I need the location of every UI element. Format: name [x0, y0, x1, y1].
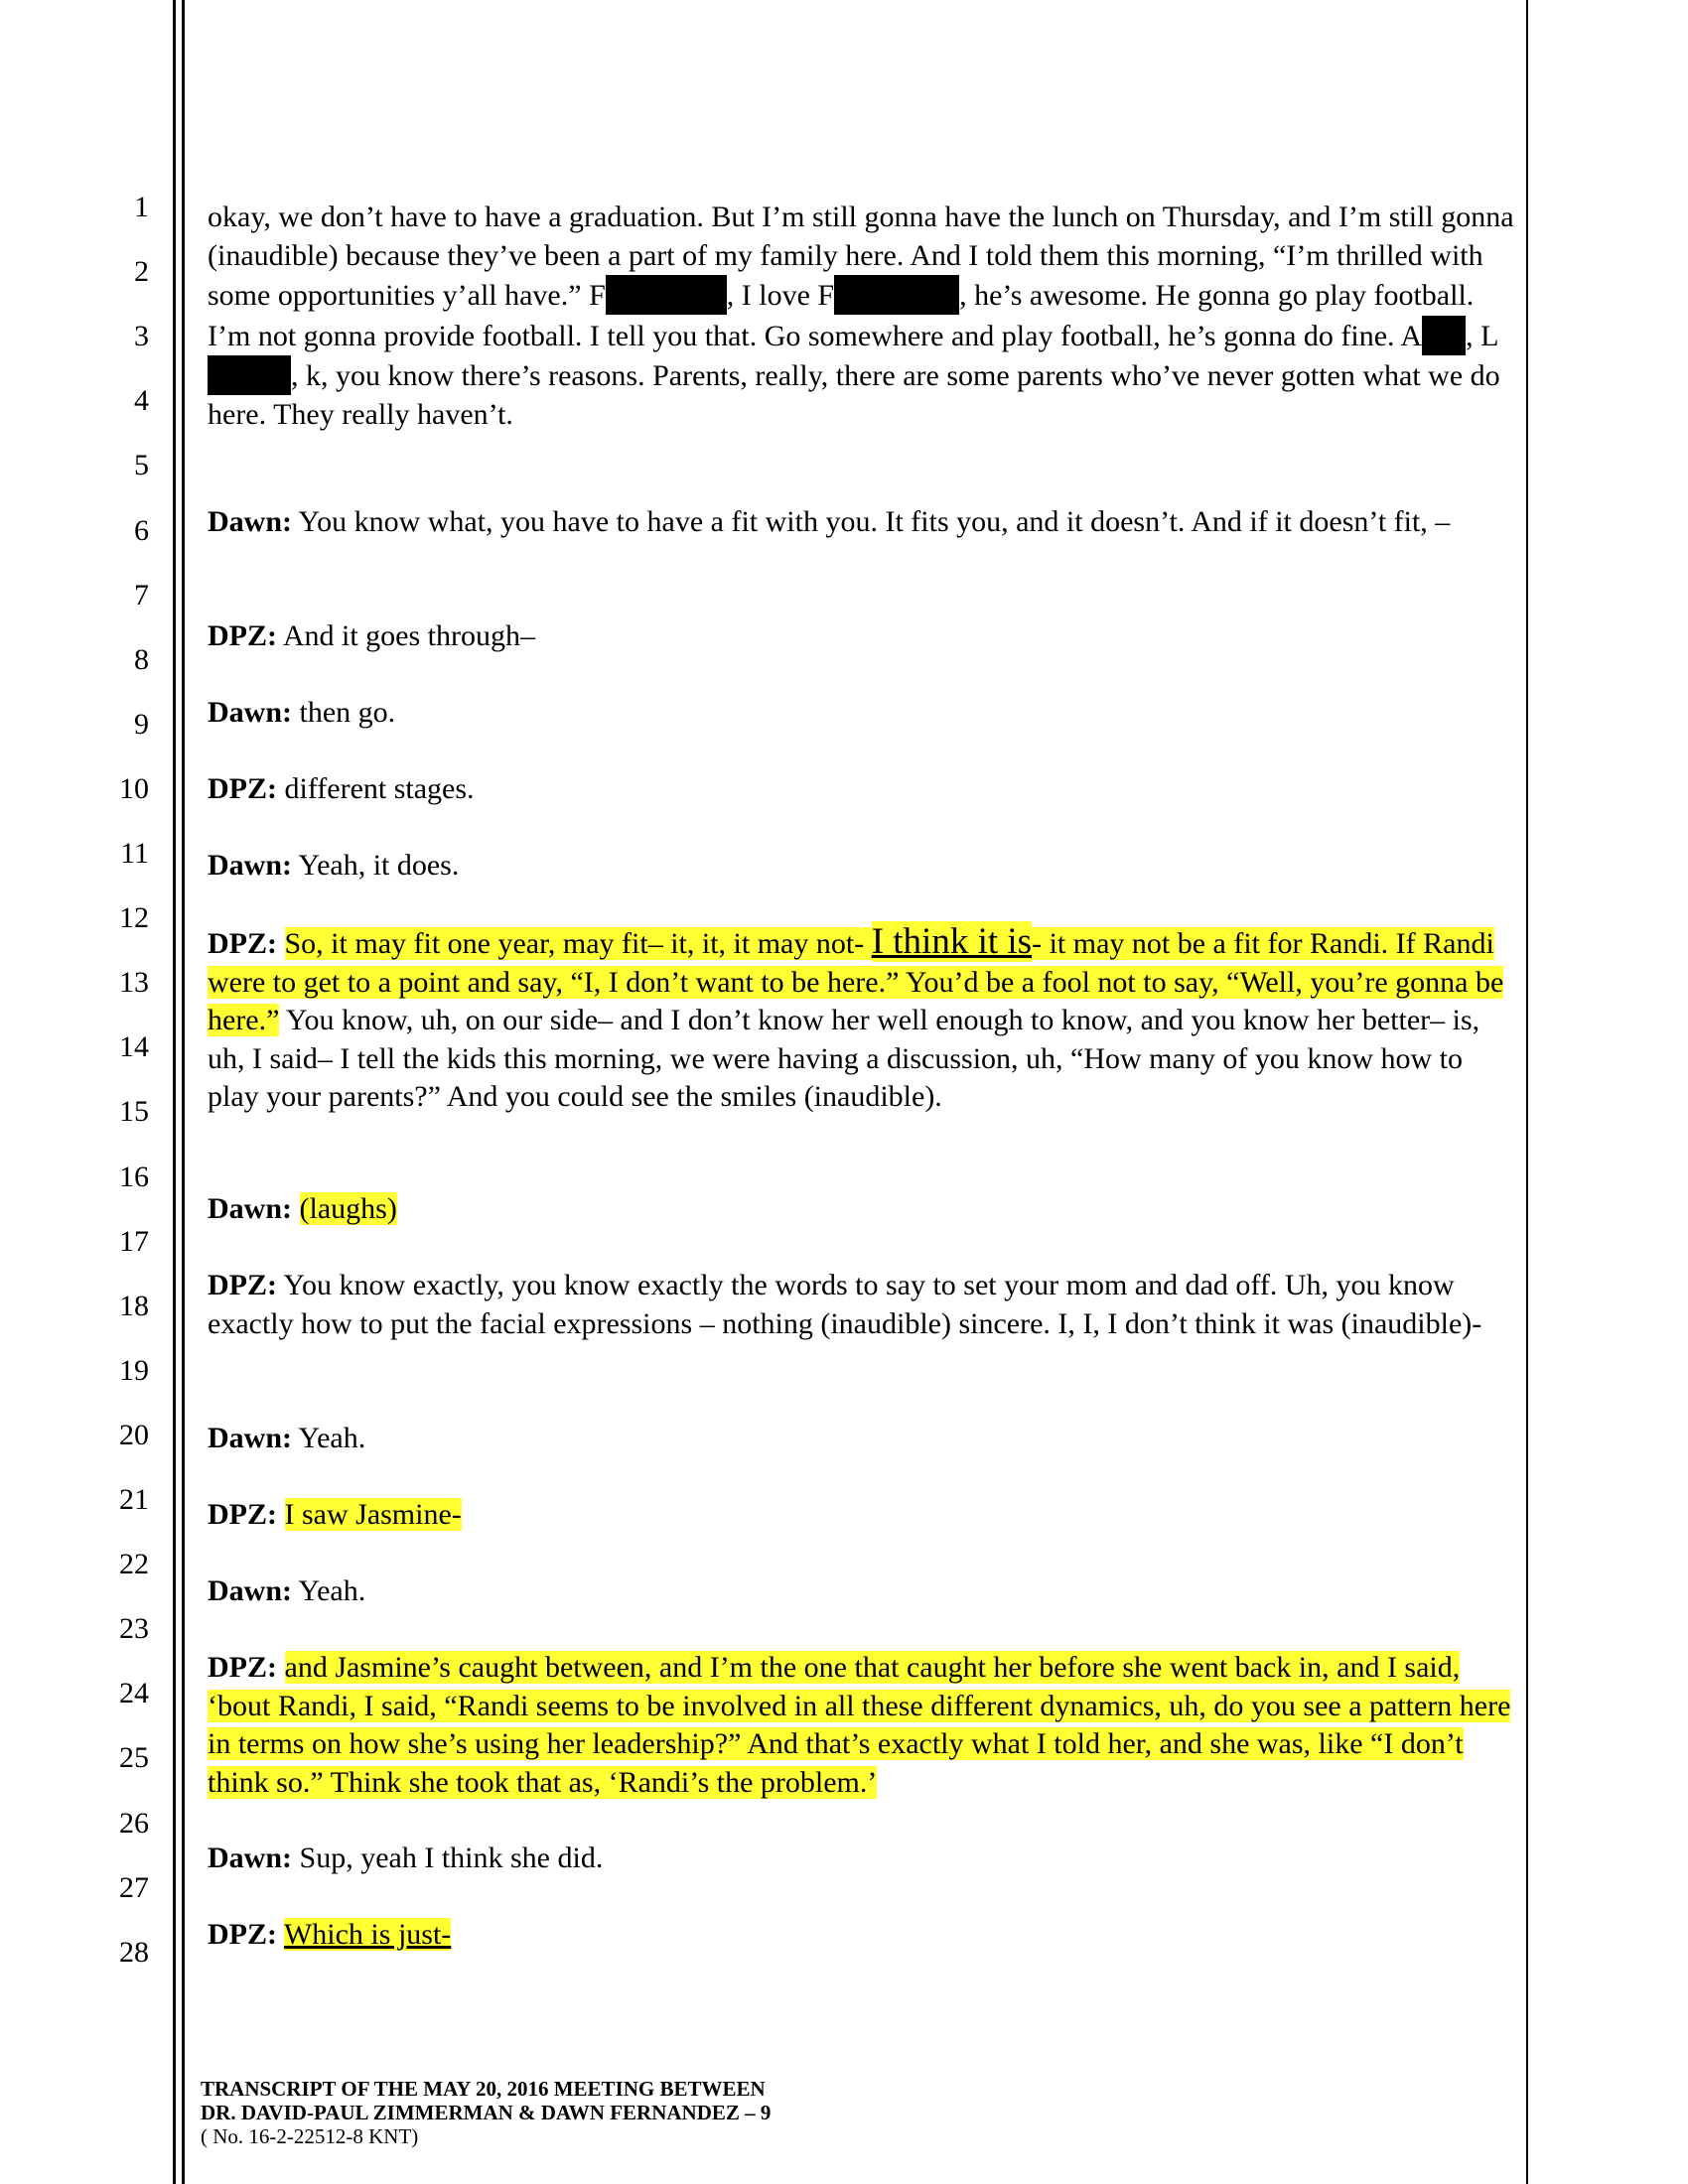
- speaker-label: Dawn:: [208, 1574, 293, 1607]
- line-number: 5: [134, 449, 149, 482]
- dialogue-paragraph: [208, 1267, 1518, 1343]
- dialogue-paragraph: [208, 1649, 1518, 1802]
- speaker-label: DPZ:: [208, 1918, 277, 1951]
- line-number: 2: [134, 255, 149, 289]
- line-number: 25: [119, 1741, 149, 1775]
- line-number: 15: [119, 1095, 149, 1129]
- right-margin-rule: [1526, 0, 1528, 2184]
- dialogue-paragraph: [208, 694, 1518, 733]
- dialogue-paragraph: [208, 1496, 1518, 1535]
- dialogue-text: Yeah, it does.: [292, 849, 460, 882]
- speaker-label: Dawn:: [208, 849, 293, 882]
- speaker-label: DPZ:: [208, 1651, 277, 1684]
- dialogue-paragraph: [208, 1916, 1518, 1955]
- dialogue-paragraph: [208, 617, 1518, 656]
- line-number: 20: [119, 1418, 149, 1451]
- paragraph-text: , I love F: [726, 279, 835, 312]
- paragraph-continuation: [208, 199, 1518, 434]
- line-number: 17: [119, 1224, 149, 1258]
- highlighted-text: (laughs): [299, 1192, 397, 1225]
- dialogue-paragraph: [208, 1840, 1518, 1878]
- dialogue-text: different stages.: [277, 772, 475, 805]
- line-number: 13: [119, 966, 149, 1000]
- dialogue-text: You know what, you have to have a fit with you. It fits you, and it doesn’t. And if it doesn’t fit, –: [292, 505, 1451, 538]
- dialogue-text: Yeah.: [292, 1574, 366, 1607]
- line-number: 18: [119, 1289, 149, 1322]
- dialogue-paragraph: [208, 770, 1518, 809]
- line-number: 9: [134, 707, 149, 741]
- line-number: 24: [119, 1677, 149, 1710]
- line-number: 23: [119, 1612, 149, 1646]
- redaction-box: [834, 275, 959, 315]
- highlighted-text: - it may not be a fit for Randi. If Randi were to get to a point and say, “I, I don’t want to be here.” You’d be a fool not to say, “Well, you’re gonna be here.”: [208, 927, 1504, 1036]
- footer-title-line: TRANSCRIPT OF THE MAY 20, 2016 MEETING BETWEEN: [201, 2077, 766, 2101]
- speaker-label: Dawn:: [208, 505, 293, 538]
- redaction-box: [1422, 316, 1466, 355]
- dialogue-paragraph: [208, 847, 1518, 886]
- line-number: 22: [119, 1548, 149, 1581]
- dialogue-text: Yeah.: [292, 1422, 366, 1454]
- speaker-label: DPZ:: [208, 619, 277, 652]
- line-number: 21: [119, 1483, 149, 1516]
- dialogue-text: then go.: [292, 696, 396, 729]
- redaction-box: [208, 355, 291, 395]
- dialogue-paragraph: [208, 1572, 1518, 1611]
- speaker-label: DPZ:: [208, 1498, 277, 1531]
- dialogue-text: And it goes through–: [277, 619, 535, 652]
- dialogue-paragraph: [208, 503, 1518, 542]
- left-margin-rule-inner: [182, 0, 185, 2184]
- page-footer: [201, 2077, 771, 2148]
- line-number: 3: [134, 320, 149, 353]
- transcript-body: [208, 199, 1518, 1951]
- redaction-box: [606, 275, 727, 315]
- speaker-label: Dawn:: [208, 1422, 293, 1454]
- dialogue-text: You know, uh, on our side– and I don’t know her well enough to know, and you know her better– is, uh, I said– I tell the kids this morning, we were having a discussion, uh, “How many of you know how to play your parents?” And you could see the smiles (inaudible).: [208, 1004, 1480, 1113]
- line-number: 28: [119, 1935, 149, 1969]
- paragraph-text: , L: [1466, 319, 1499, 352]
- highlighted-text: and Jasmine’s caught between, and I’m the one that caught her before she went back in, and I said, ‘bout Randi, I said, “Randi seems to be involved in all these different dynamics, uh, do you see a pattern here in terms on how she’s using her leadership?” And that’s exactly what I told her, and she was, like “I don’t think so.” Think she took that as, ‘Randi’s the problem.’: [208, 1651, 1511, 1799]
- highlighted-text: I saw Jasmine-: [284, 1498, 462, 1531]
- dialogue-paragraph: [208, 923, 1518, 1117]
- speaker-label: DPZ:: [208, 772, 277, 805]
- paragraph-text: , he’s awesome. He gonna go play football. I’m not gonna provide football. I tell you that. Go somewhere and play football, he’s gonna do fine. A: [208, 279, 1475, 352]
- line-number: 6: [134, 513, 149, 547]
- speaker-label: Dawn:: [208, 1842, 293, 1874]
- highlighted-text: So, it may fit one year, may fit– it, it, it may not-: [284, 927, 872, 960]
- speaker-label: Dawn:: [208, 1192, 293, 1225]
- speaker-label: Dawn:: [208, 696, 293, 729]
- line-number: 12: [119, 901, 149, 935]
- left-margin-rule-outer: [173, 0, 176, 2184]
- footer-case-number: ( No. 16-2-22512-8 KNT): [201, 2124, 419, 2148]
- line-number: 1: [134, 191, 149, 223]
- line-number: 11: [120, 837, 149, 870]
- line-number: 8: [134, 642, 149, 676]
- highlighted-text: Which is just-: [283, 1918, 452, 1951]
- line-number: 14: [119, 1030, 149, 1064]
- line-number: 16: [119, 1160, 149, 1193]
- line-number: 4: [134, 384, 149, 418]
- speaker-label: DPZ:: [208, 927, 277, 960]
- footer-parties-line: DR. DAVID-PAUL ZIMMERMAN & DAWN FERNANDEZ – 9: [201, 2101, 772, 2124]
- dialogue-paragraph: [208, 1420, 1518, 1458]
- handwritten-annotation: I think it is: [871, 921, 1033, 962]
- line-number: 10: [119, 771, 149, 805]
- dialogue-text: You know exactly, you know exactly the words to say to set your mom and dad off. Uh, you know exactly how to put the facial expressions – nothing (inaudible) sincere. I, I, I don’t think it was (inaudible)-: [208, 1269, 1482, 1340]
- dialogue-text: Sup, yeah I think she did.: [292, 1842, 604, 1874]
- paragraph-text: , k, you know there’s reasons. Parents, really, there are some parents who’ve never gotten what we do here. They really haven’t.: [208, 359, 1500, 431]
- line-number: 7: [134, 578, 149, 612]
- paragraph-text: okay, we don’t have to have a graduation. But I’m still gonna have the lunch on Thursday, and I’m still gonna (inaudible) because they’ve been a part of my family here. And I told them this morning, “I’m thrilled with some opportunities y’all have.” F: [208, 201, 1514, 312]
- line-number: 19: [119, 1353, 149, 1387]
- line-number: 26: [119, 1806, 149, 1840]
- speaker-label: DPZ:: [208, 1269, 277, 1301]
- line-number: 27: [119, 1870, 149, 1904]
- dialogue-paragraph: [208, 1190, 1518, 1229]
